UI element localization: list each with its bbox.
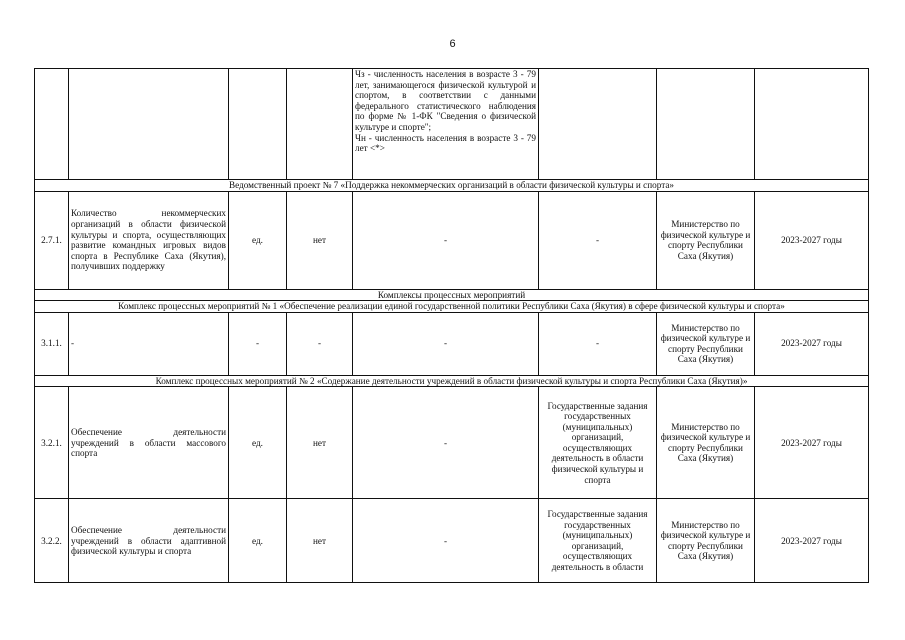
cell-responsible: Министерство по физической культуре и спорту Республики Саха (Якутия) [657, 191, 755, 289]
table-row [35, 312, 869, 375]
table-row [35, 69, 869, 180]
cell-responsible: Министерство по физической культуре и спорту Республики Саха (Якутия) [657, 499, 755, 583]
section-row [35, 180, 869, 192]
indicators-table [34, 68, 869, 583]
table-row [35, 387, 869, 499]
cell-formula [353, 69, 539, 180]
cell-unit: ед. [229, 387, 287, 499]
cell-unit: ед. [229, 499, 287, 583]
cell-base: - [287, 312, 353, 375]
cell-base: нет [287, 387, 353, 499]
cell-name: Обеспечение деятельности учреждений в области массового спорта [69, 387, 229, 499]
cell-source [539, 69, 657, 180]
section-process: Комплексы процессных мероприятий [35, 289, 869, 301]
section-kpm1: Комплекс процессных мероприятий № 1 «Обеспечение реализации единой государственной политики Республики Саха (Якутия) в сфере физической культуры и спорта» [35, 301, 869, 313]
section-kpm2: Комплекс процессных мероприятий № 2 «Содержание деятельности учреждений в области физической культуры и спорта Республики Саха (Якутия)» [35, 375, 869, 387]
cell-name: Количество некоммерческих организаций в области физической культуры и спорта, осуществляющих развитие командных игровых видов спорта в Республике Саха (Якутия), получивших поддержку [69, 191, 229, 289]
page-number: 6 [449, 38, 456, 50]
formula-line-2: Чн - численность населения в возрасте 3 - 79 лет <*> [355, 132, 536, 154]
section-row [35, 375, 869, 387]
cell-num: 3.2.1. [35, 387, 69, 499]
cell-period [755, 69, 869, 180]
cell-base: нет [287, 499, 353, 583]
table-row [35, 191, 869, 289]
cell-unit: - [229, 312, 287, 375]
cell-source: Государственные задания государственных (муниципальных) организаций, осуществляющих деятельность в области [539, 499, 657, 583]
cell-formula: - [353, 312, 539, 375]
cell-responsible [657, 69, 755, 180]
cell-responsible: Министерство по физической культуре и спорту Республики Саха (Якутия) [657, 312, 755, 375]
cell-num [35, 69, 69, 180]
cell-formula: - [353, 191, 539, 289]
cell-num: 2.7.1. [35, 191, 69, 289]
cell-formula: - [353, 499, 539, 583]
cell-base: нет [287, 191, 353, 289]
section-dept-project: Ведомственный проект № 7 «Поддержка некоммерческих организаций в области физической культуры и спорта» [35, 180, 869, 192]
formula-line-1: Чз - численность населения в возрасте 3 - 79 лет, занимающегося физической культурой и спортом, в соответствии с данными федерального статистического наблюдения по форме № 1-ФК "Сведения о физической культуре и спорте"; [355, 69, 536, 132]
cell-responsible: Министерство по физической культуре и спорту Республики Саха (Якутия) [657, 387, 755, 499]
cell-name: Обеспечение деятельности учреждений в области адаптивной физической культуры и спорта [69, 499, 229, 583]
cell-period: 2023-2027 годы [755, 191, 869, 289]
cell-period: 2023-2027 годы [755, 387, 869, 499]
cell-name: - [69, 312, 229, 375]
cell-base [287, 69, 353, 180]
cell-name [69, 69, 229, 180]
cell-formula: - [353, 387, 539, 499]
cell-source: Государственные задания государственных (муниципальных) организаций, осуществляющих деятельность в области физической культуры и спорта [539, 387, 657, 499]
cell-period: 2023-2027 годы [755, 499, 869, 583]
cell-source: - [539, 312, 657, 375]
cell-unit [229, 69, 287, 180]
cell-source: - [539, 191, 657, 289]
section-row [35, 289, 869, 301]
table-row [35, 499, 869, 583]
cell-unit: ед. [229, 191, 287, 289]
section-row [35, 301, 869, 313]
cell-num: 3.2.2. [35, 499, 69, 583]
cell-period: 2023-2027 годы [755, 312, 869, 375]
cell-num: 3.1.1. [35, 312, 69, 375]
